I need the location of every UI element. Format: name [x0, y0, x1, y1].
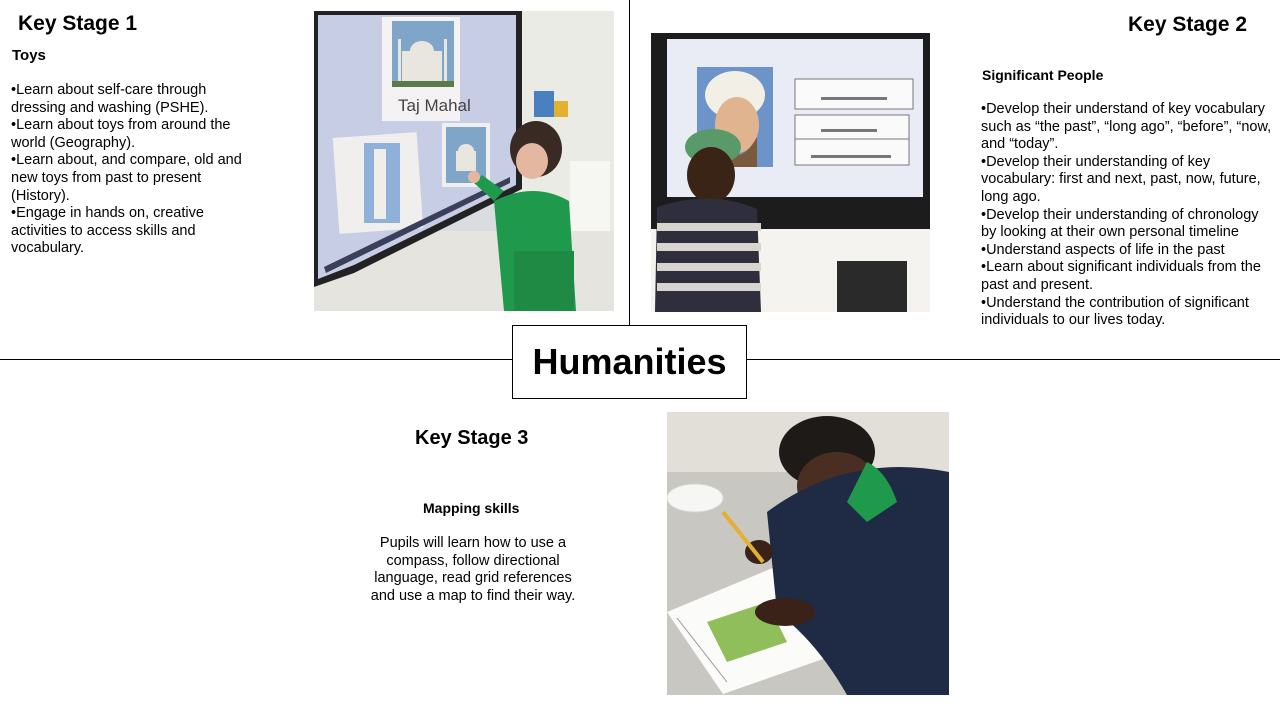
vertical-divider [629, 0, 630, 325]
ks1-title: Key Stage 1 [18, 12, 138, 35]
ks1-subtitle: Toys [12, 47, 46, 64]
ks2-photo [651, 33, 930, 312]
ks2-bullet-list [981, 101, 1273, 330]
ks2-bullet: • Learn about significant individuals from the past and present. [981, 259, 1273, 294]
ks2-subtitle: Significant People [982, 67, 1104, 83]
ks2-bullet: • Develop their understanding of key vocabulary: first and next, past, now, future, long ago. [981, 154, 1273, 207]
taj-mahal-label: Taj Mahal [398, 96, 471, 115]
page-title: Humanities [532, 341, 727, 382]
ks3-title: Key Stage 3 [415, 427, 529, 449]
ks1-bullet: • Learn about, and compare, old and new toys from past to present (History). [11, 152, 253, 205]
ks3-subtitle: Mapping skills [423, 500, 520, 516]
ks2-bullet: • Understand aspects of life in the past [981, 242, 1273, 260]
ks1-bullet: • Engage in hands on, creative activities to access skills and vocabulary. [11, 205, 253, 258]
ks1-bullet: • Learn about self-care through dressing and washing (PSHE). [11, 82, 253, 117]
ks1-photo [314, 11, 614, 311]
humanities-title-box [512, 325, 747, 399]
ks2-bullet: • Develop their understanding of chronology by looking at their own personal timeline [981, 207, 1273, 242]
ks2-bullet: • Develop their understand of key vocabulary such as “the past”, “long ago”, “before”, “now, and “today”. [981, 101, 1273, 154]
ks1-bullet: • Learn about toys from around the world (Geography). [11, 117, 253, 152]
ks3-description: Pupils will learn how to use a compass, follow directional language, read grid references and use a map to find their way. [370, 535, 576, 604]
ks2-title: Key Stage 2 [1128, 13, 1248, 36]
ks2-bullet: • Understand the contribution of significant individuals to our lives today. [981, 295, 1273, 330]
ks1-bullet-list [11, 82, 253, 258]
ks3-photo [667, 412, 949, 695]
